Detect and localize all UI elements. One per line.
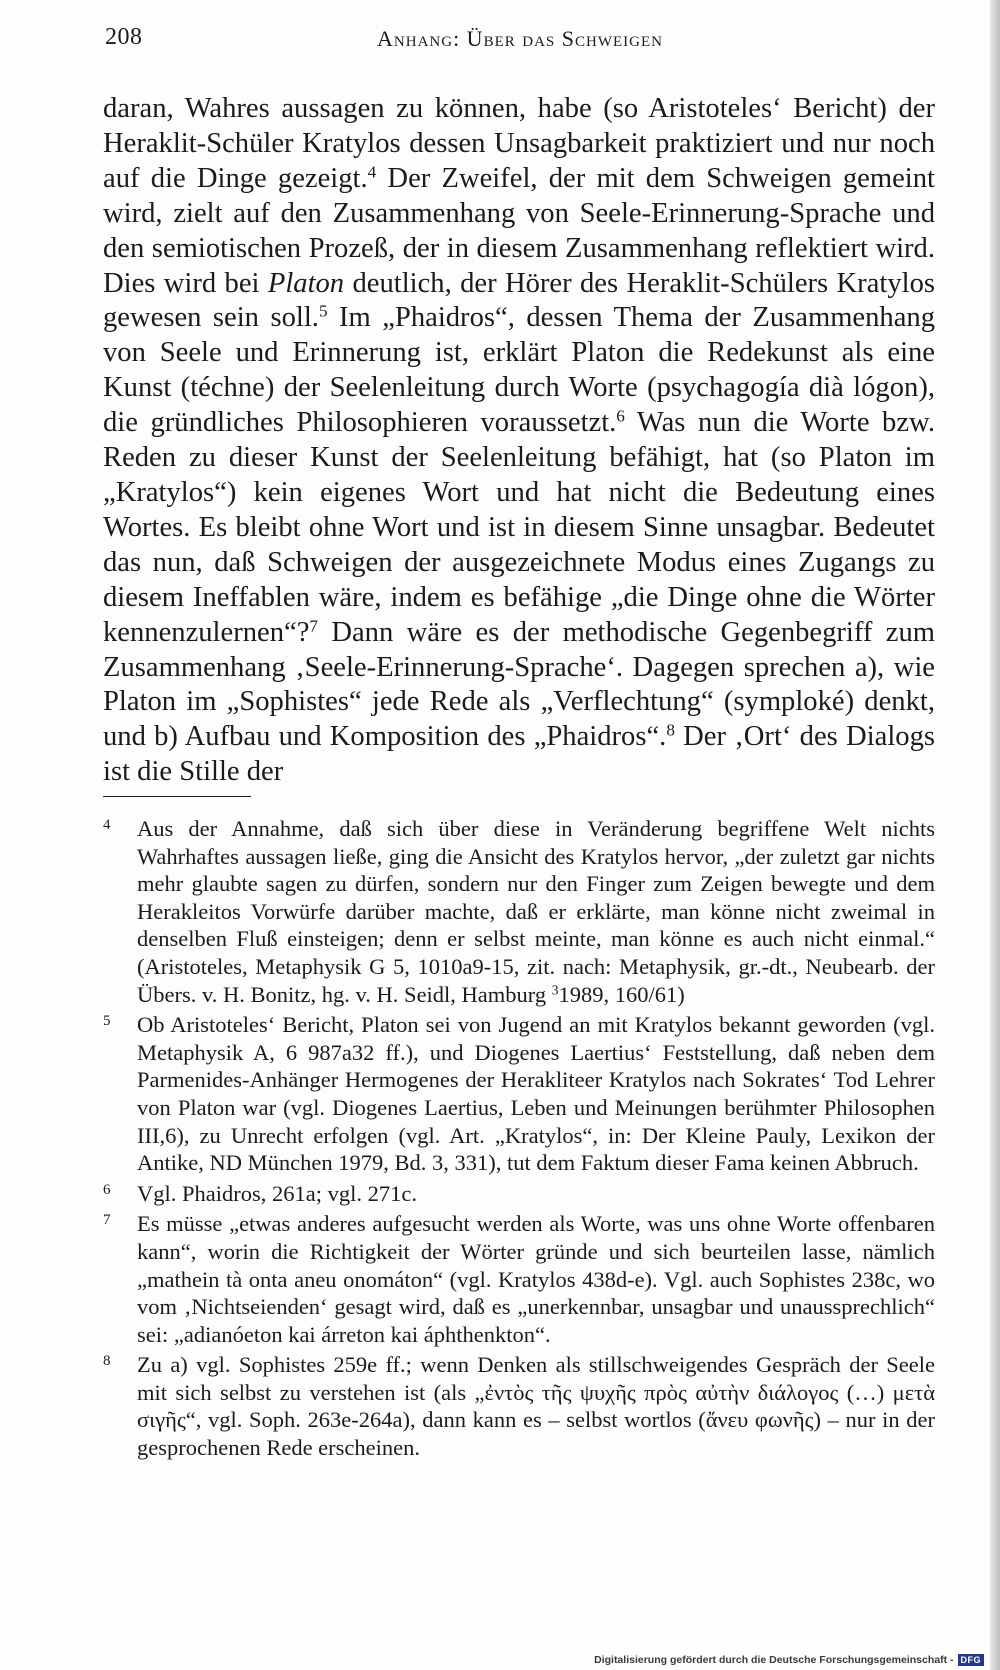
footnote-8 <box>103 1351 935 1461</box>
footnote-text-main: Aus der Annahme, daß sich über diese in Veränderung begriffene Welt nichts Wahrhaftes aussagen ließe, ging die Ansicht des Kratylos hervor, „der zuletzt gar nichts mehr glaubte sagen zu dürfen, sondern nur den Finger zum Zeigen bewegte und dem Herakleitos Vorwürfe darüber machte, daß er erklärte, man könne nicht zweimal in denselben Fluß einsteigen; denn er selbst meinte, man könne es auch nicht einmal.“ (Aristoteles, Metaphysik G 5, 1010a9-15, zit. nach: Metaphysik, gr.-dt., Neubearb. der Übers. v. H. Bonitz, hg. v. H. Seidl, Hamburg <box>137 816 935 1007</box>
digitization-footer <box>594 1654 984 1666</box>
page-header <box>105 24 935 58</box>
dfg-logo: DFG <box>958 1654 985 1666</box>
footnote-7 <box>103 1210 935 1348</box>
footnote-number: 7 <box>103 1212 111 1229</box>
text-segment: Was nun die Worte bzw. Reden zu dieser Kunst der Seelenleitung befähigt, hat (so Platon im „Kratylos“) kein eigenes Wort und hat nicht die Bedeutung eines Wortes. Es bleibt ohne Wort und ist in diesem Sinne unsagbar. Bedeutet das nun, daß Schweigen der ausgezeichnete Modus eines Zugangs zu diesem Ineffablen wäre, indem es befähige „die Dinge ohne die Wörter kennenzulernen“? <box>103 407 935 648</box>
footnote-ref-6: 6 <box>616 406 625 426</box>
text-segment: Der Zweifel, der mit dem Schweigen gemeint wird, zielt auf den Zusammenhang von Seele-Erinnerung-Sprache und den semiotischen Prozeß, der in diesem Zusammenhang reflektiert wird. Dies wird bei <box>103 162 935 299</box>
footnote-text: Es müsse „etwas anderes aufgesucht werden als Worte, was uns ohne Worte offenbaren kann“, worin die Richtigkeit der Wörter gründe und sich beurteilen lasse, nämlich „mathein tà onta aneu onomáton“ (vgl. Kratylos 438d-e). Vgl. auch Sophistes 238c, wo vom ‚Nichtseienden‘ gesagt wird, daß es „unerkennbar, unsagbar und unaussprechlich“ sei: „adianóeton kai árreton kai áphthenkton“. <box>137 1211 935 1347</box>
main-paragraph <box>103 92 935 790</box>
footnote-ref-8: 8 <box>666 720 675 740</box>
running-head: Anhang: Über das Schweigen <box>377 26 663 51</box>
footnote-number: 6 <box>103 1181 111 1198</box>
footnote-number: 5 <box>103 1013 111 1030</box>
text-segment: daran, Wahres aussagen zu können, habe (so Aristoteles‘ Bericht) der Heraklit-Schüler Kratylos dessen Unsagbarkeit praktiziert und nur noch auf die Dinge gezeigt. <box>103 93 935 194</box>
footnote-text-end: 1989, 160/61) <box>558 981 685 1007</box>
scan-edge-shadow <box>990 0 1000 1670</box>
page-number: 208 <box>105 24 143 50</box>
footnote-text <box>137 815 935 1008</box>
footnote-5 <box>103 1011 935 1177</box>
footnote-text: Zu a) vgl. Sophistes 259e ff.; wenn Denken als stillschweigendes Gespräch der Seele mit sich selbst zu verstehen ist (als „ἐντὸς τῆς ψυχῆς πρὸς αὐτὴν διάλογος (…) μετὰ σιγῆς“, vgl. Soph. 263e-264a), dann kann es – selbst wortlos (ἄνευ φωνῆς) – nur in der gesprochenen Rede erscheinen. <box>137 1352 935 1461</box>
text-segment: Im „Phaidros“, dessen Thema der Zusammenhang von Seele und Erinnerung ist, erklärt Platon die Redekunst als eine Kunst (téchne) der Seelenleitung durch Worte (psychagogía dià lógon), die gründliches Philosophieren voraussetzt. <box>103 302 936 439</box>
main-text <box>103 92 935 790</box>
emphasis-platon: Platon <box>267 267 345 299</box>
text-segment: deutlich, der Hörer des Heraklit-Schülers Kratylos gewesen sein soll. <box>103 267 936 334</box>
footnotes <box>103 815 935 1465</box>
text-segment: Dann wäre es der methodische Gegenbegriff zum Zusammenhang ‚Seele-Erinnerung-Sprache‘. Dagegen sprechen a), wie Platon im „Sophistes“ jede Rede als „Verflechtung“ (symploké) denkt, und b) Aufbau und Komposition des „Phaidros“. <box>103 616 935 753</box>
footnote-4 <box>103 815 935 1008</box>
footnote-number: 4 <box>103 817 111 833</box>
footnote-text: Ob Aristoteles‘ Bericht, Platon sei von Jugend an mit Kratylos bekannt geworden (vgl. Metaphysik A, 6 987a32 ff.), und Diogenes Laertius‘ Feststellung, daß neben dem Parmenides-Anhänger Hermogenes der Herakliteer Kratylos nach Sokrates‘ Tod Lehrer von Platon war (vgl. Diogenes Laertius, Leben und Meinungen berühmter Philosophen III,6), zu Unrecht erfolgen (vgl. Art. „Kratylos“, in: Der Kleine Pauly, Lexikon der Antike, ND München 1979, Bd. 3, 331), tut dem Faktum dieser Fama keinen Abbruch. <box>137 1012 935 1176</box>
footnote-ref-5: 5 <box>318 302 328 321</box>
text-segment: Der ‚Ort‘ des Dialogs ist die Stille der <box>103 721 935 788</box>
footnote-separator <box>103 796 251 797</box>
footer-text: Digitalisierung gefördert durch die Deutsche Forschungsgemeinschaft - <box>594 1654 954 1666</box>
edition-superscript: 3 <box>551 982 559 998</box>
footnote-number: 8 <box>103 1353 111 1370</box>
footnote-ref-4: 4 <box>367 162 377 182</box>
footnote-ref-7: 7 <box>309 616 318 636</box>
footnote-text: Vgl. Phaidros, 261a; vgl. 271c. <box>137 1180 417 1206</box>
footnote-6 <box>103 1180 935 1208</box>
